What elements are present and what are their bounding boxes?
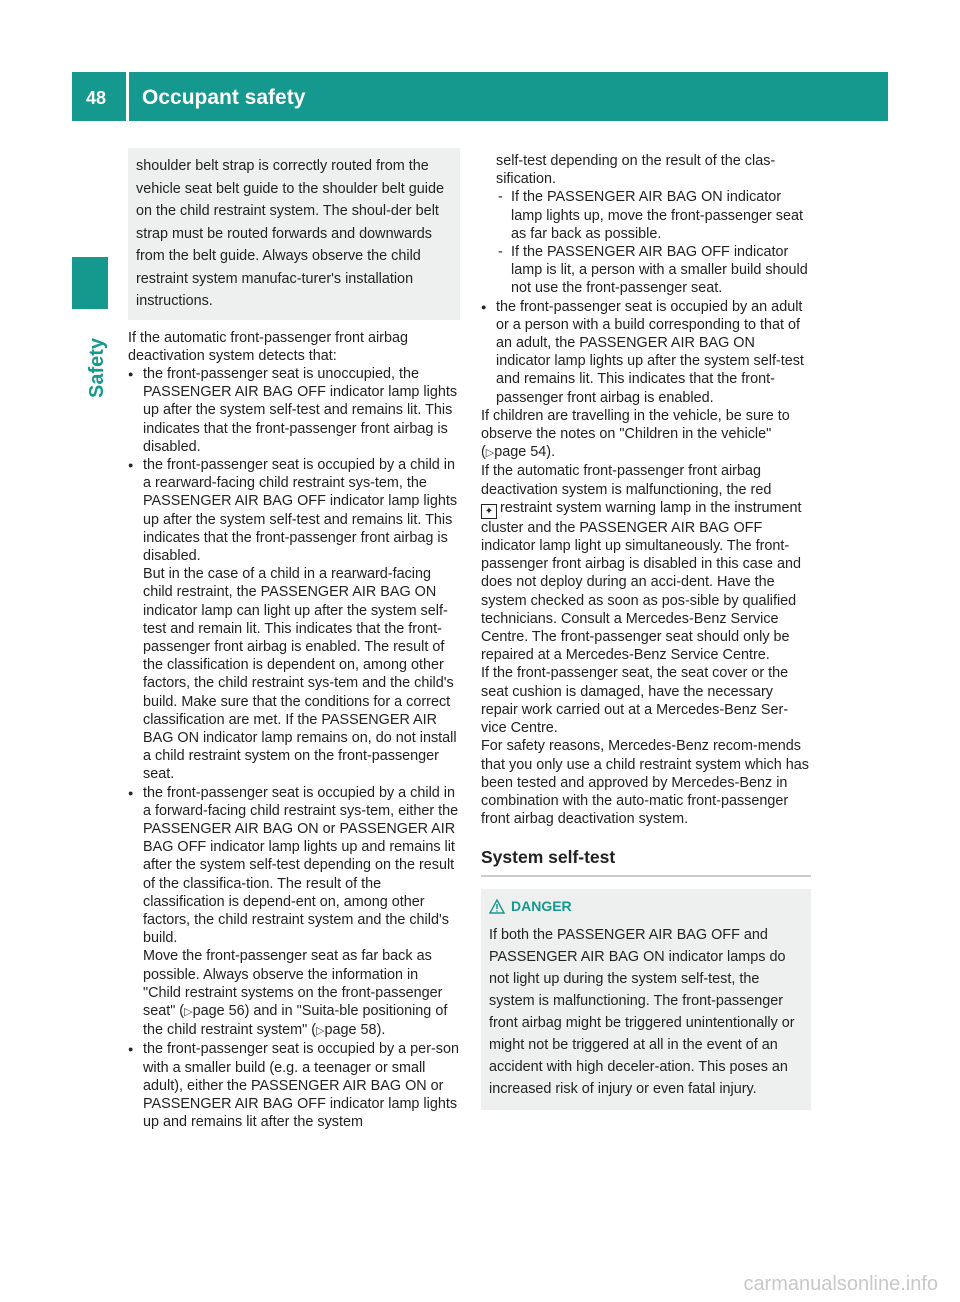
watermark: carmanualsonline.info (743, 1273, 938, 1295)
side-tab-label: Safety (86, 337, 108, 398)
list-item (128, 456, 460, 784)
page-reference-link[interactable]: page 54 (494, 444, 547, 461)
extra-text: ) and in "Suita-ble positioning of the child restraint system" ( (143, 1003, 448, 1039)
restraint-system-warning-lamp-icon: ✦ (481, 504, 497, 519)
list-item: - If the PASSENGER AIR BAG OFF indicator lamp is lit, a person with a smaller build should not use the front-passenger seat. (496, 243, 811, 298)
list-item (128, 784, 460, 1041)
note-box (128, 148, 460, 320)
page-reference-link[interactable]: page 58 (324, 1022, 377, 1039)
page-ref-arrow-icon: ▷ (184, 1006, 193, 1019)
list-item-text: the front-passenger seat is unoccupied, the PASSENGER AIR BAG OFF indicator lamp lights up after the system self-test and remains lit. This indicates that the front-passenger front airbag is disabled. (143, 365, 458, 455)
page-number: 48 (86, 88, 107, 108)
list-item (128, 365, 460, 456)
continuation-text: self-test depending on the result of the clas-sification. (496, 153, 776, 188)
warning-triangle-icon (489, 898, 505, 920)
malfunction-paragraph (481, 462, 811, 664)
section-heading: System self-test (481, 848, 811, 876)
list-item-extra: But in the case of a child in a rearward-facing child restraint, the PASSENGER AIR BAG ON indicator lamp can light up after the system self-test and remain lit. This indicates that the front-passenger front airbag is enabled. The result of the classification is dependent on, among other factors, the child restraint sys-tem and the child's build. Make sure that the conditions for a correct classification are met. If the PASSENGER AIR BAG ON indicator lamp remains on, do not install a child restraint system on the front-passenger seat. (143, 566, 457, 783)
left-column (128, 148, 460, 1131)
extra-text: ). (376, 1022, 386, 1039)
note-text: shoulder belt strap is correctly routed from the vehicle seat belt guide to the shoulder belt guide on the child restraint system. The shoul-der belt strap must be routed forwards and downwards from the belt guide. Always observe the child restraint system manufac-turer's installation instructions. (136, 158, 445, 309)
danger-title (489, 895, 803, 920)
page-ref-arrow-icon: ▷ (485, 447, 495, 460)
danger-box (481, 889, 811, 1110)
safety-paragraph: For safety reasons, Mercedes-Benz recom-mends that you only use a child restraint system which has been tested and approved by Mercedes-Benz in combination with the auto-matic front-passenger front airbag deactivation system. (481, 738, 809, 828)
damaged-seat-paragraph: If the front-passenger seat, the seat cover or the seat cushion is damaged, have the necessary repair work carried out at a Mercedes-Benz Ser-vice Centre. (481, 665, 789, 737)
intro-paragraph: If the automatic front-passenger front airbag deactivation system detects that: (128, 329, 408, 364)
page-ref-arrow-icon: ▷ (316, 1025, 325, 1038)
page-reference-link[interactable]: page 56 (192, 1003, 245, 1020)
page-title: Occupant safety (142, 86, 306, 109)
list-item (128, 1040, 460, 1131)
list-item: ● the front-passenger seat is occupied by an adult or a person with a build corresponding to that of an adult, the PASSENGER AIR BAG ON indicator lamp lights up after the system self-test and remains lit. This indicates that the front-passenger front airbag is enabled. (481, 298, 811, 407)
list-item: - If the PASSENGER AIR BAG ON indicator lamp lights up, move the front-passenger seat as far back as possible. (496, 188, 811, 243)
danger-text: If both the PASSENGER AIR BAG OFF and PASSENGER AIR BAG ON indicator lamps do not light up during the system self-test, the system is malfunctioning. The front-passenger front airbag might be triggered unintentionally or might not be triggered at all in the event of an accident with high deceler-ation. This poses an increased risk of injury or even fatal injury. (489, 926, 795, 1097)
list-item-text: the front-passenger seat is occupied by a child in a forward-facing child restraint sys-tem, either the PASSENGER AIR BAG ON or PASSENGER AIR BAG OFF indicator lamp lights up and remains lit after the system self-test depending on the result of the classifica-tion. The result of the classification is depend-ent on, among other factors, the child restraint system and the child's build. (143, 784, 459, 947)
list-item-extra (143, 947, 460, 1040)
list-item-text: the front-passenger seat is occupied by a child in a rearward-facing child restraint sys-tem, the PASSENGER AIR BAG OFF indicator lamp lights up after the system self-test and remains lit. This indicates that the front-passenger front airbag is disabled. (143, 456, 458, 564)
children-paragraph (481, 407, 811, 463)
danger-label: DANGER (511, 897, 572, 914)
paragraph-text: If the automatic front-passenger front airbag deactivation system is malfunctioning, the red (481, 463, 772, 498)
list-item-text: the front-passenger seat is occupied by a per-son with a smaller build (e.g. a teenager or small adult), either the PASSENGER AIR BAG ON or PASSENGER AIR BAG OFF indicator lamp lights up and remains lit after the system (143, 1041, 459, 1131)
adult-condition-list (481, 298, 811, 407)
continuation-block (481, 152, 811, 298)
condition-list (128, 365, 460, 1132)
extra-text: Move the front-passenger seat as far back as possible. Always observe the information in "Child restraint systems on the front-passenger seat" ( (143, 948, 443, 1020)
header-separator (126, 72, 129, 121)
paragraph-text: If children are travelling in the vehicle, be sure to observe the notes on "Children in the vehicle" ( (481, 407, 790, 461)
right-column (481, 152, 811, 1110)
paragraph-text: ). (546, 444, 556, 461)
paragraph-text: restraint system warning lamp in the instrument cluster and the PASSENGER AIR BAG OFF indicator lamp light up simultaneously. The front-passenger front airbag is disabled in this case and does not deploy during an acci-dent. Have the system checked as soon as pos-sible by qualified technicians. Consult a Mercedes-Benz Service Centre. The front-passenger seat should only be repaired at a Mercedes-Benz Service Centre. (481, 499, 802, 664)
dash-list (496, 188, 811, 297)
